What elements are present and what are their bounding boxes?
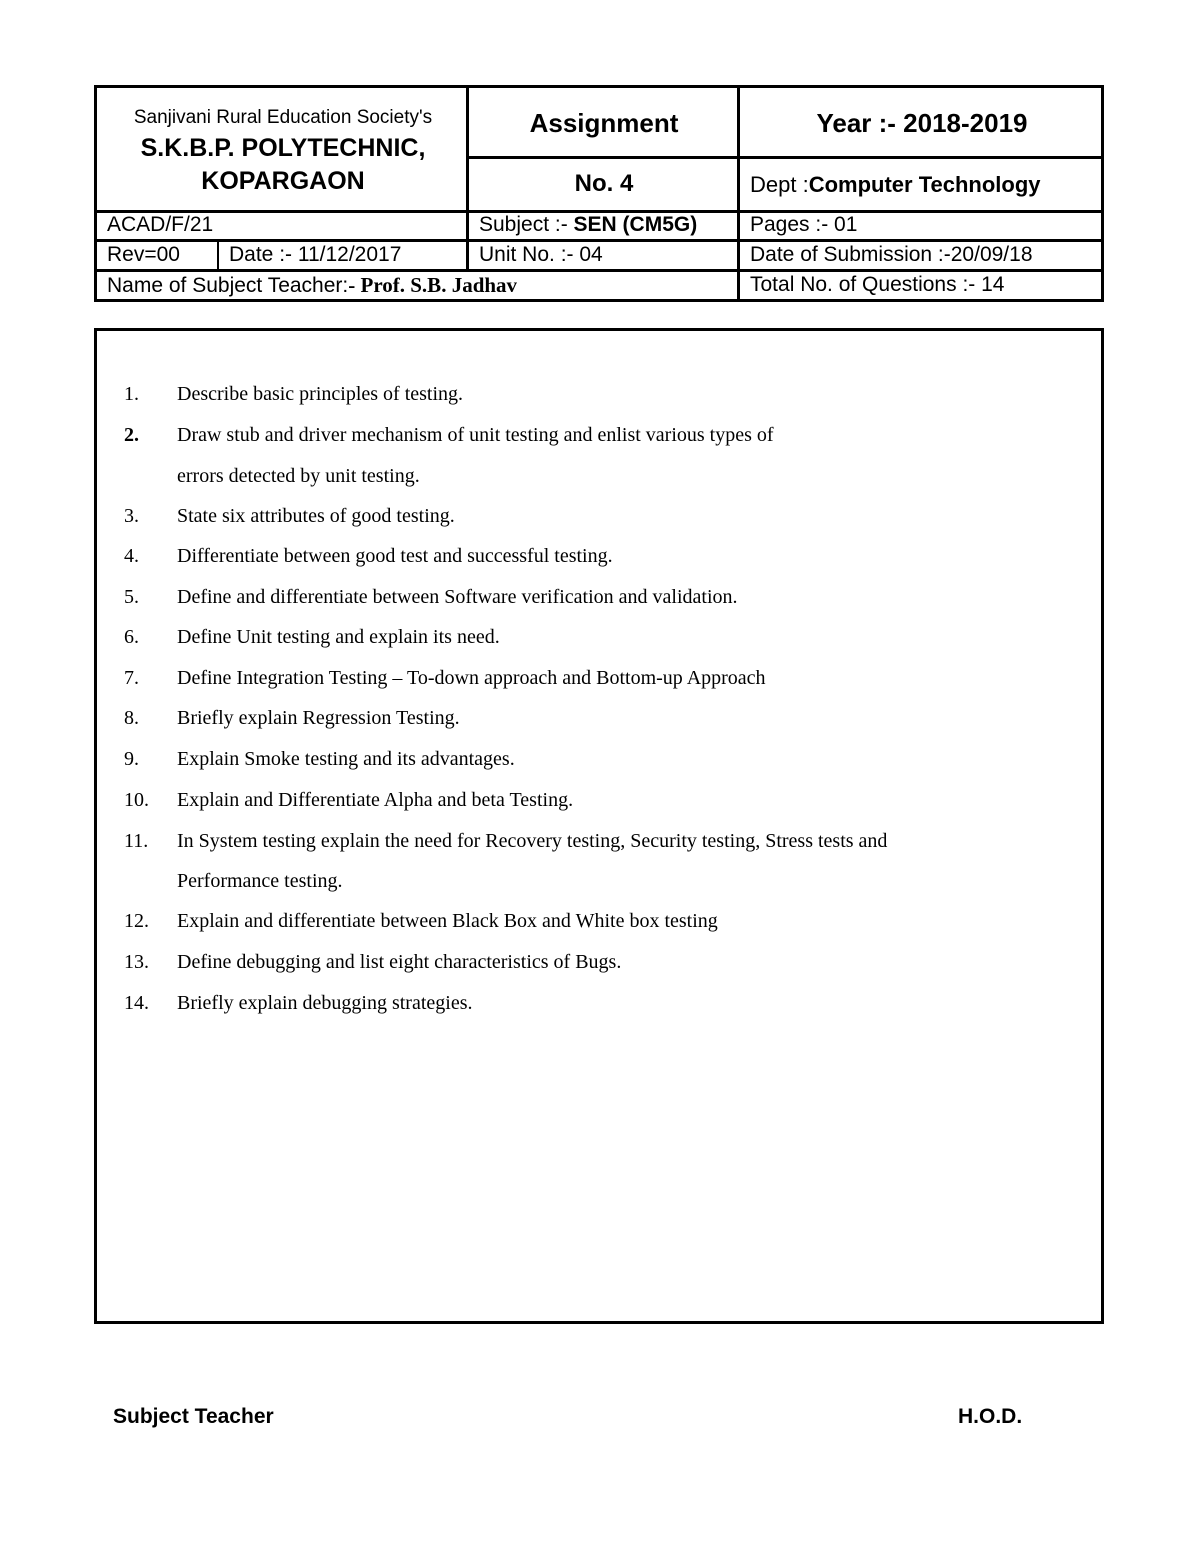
question-text: Describe basic principles of testing. [177,383,464,405]
question-text-continued: errors detected by unit testing. [177,465,420,487]
divider [469,156,1104,159]
form-code: ACAD/F/21 [107,213,214,236]
question-text: Define Integration Testing – To-down approach and Bottom-up Approach [177,667,766,689]
dept-value: Computer Technology [808,172,1041,197]
society-name: Sanjivani Rural Education Society's [133,107,433,128]
question-number: 14. [124,992,149,1014]
revision: Rev=00 [107,243,180,266]
question-text: Briefly explain Regression Testing. [177,707,460,729]
question-text: Differentiate between good test and successful testing. [177,545,613,567]
question-text: Briefly explain debugging strategies. [177,992,473,1014]
question-number: 4. [124,545,139,567]
question-number: 6. [124,626,139,648]
submission-date: Date of Submission :-20/09/18 [750,243,1033,266]
question-text: In System testing explain the need for Recovery testing, Security testing, Stress tests and [177,830,888,852]
assignment-number: No. 4 [574,170,634,197]
unit-number: Unit No. :- 04 [479,243,603,266]
question-number: 2. [124,424,139,446]
pages: Pages :- 01 [750,213,858,236]
institute-line-2: KOPARGAON [201,167,365,195]
question-number: 5. [124,586,139,608]
question-text: Explain Smoke testing and its advantages. [177,748,515,770]
question-number: 8. [124,707,139,729]
question-number: 11. [124,830,149,852]
academic-year: Year :- 2018-2019 [816,108,1028,138]
question-number: 13. [124,951,149,973]
subject-prefix: Subject :- [479,213,574,236]
question-number: 10. [124,789,149,811]
question-text: Define debugging and list eight characteristics of Bugs. [177,951,622,973]
question-text: Define Unit testing and explain its need. [177,626,500,648]
questions-box [94,328,1104,1324]
question-number: 1. [124,383,139,405]
question-text: State six attributes of good testing. [177,505,455,527]
header-table [94,85,1104,302]
institute-line-1: S.K.B.P. POLYTECHNIC, [140,134,426,162]
question-text: Explain and differentiate between Black Box and White box testing [177,910,718,932]
question-text-continued: Performance testing. [177,870,343,892]
question-text: Define and differentiate between Software verification and validation. [177,586,738,608]
institute-name [97,132,469,198]
divider [97,239,1104,242]
hod-signature-label: H.O.D. [958,1405,1023,1428]
date: Date :- 11/12/2017 [229,243,402,266]
question-number: 9. [124,748,139,770]
question-number: 3. [124,505,139,527]
subject-value: SEN (CM5G) [573,213,698,236]
subject-teacher-signature-label: Subject Teacher [113,1405,274,1428]
divider [217,240,219,272]
subject-teacher [107,273,517,298]
subject [479,213,697,237]
teacher-prefix: Name of Subject Teacher: [107,274,349,297]
question-text: Explain and Differentiate Alpha and beta Testing. [177,789,574,811]
teacher-value: - Prof. S.B. Jadhav [348,273,518,297]
department [750,172,1041,198]
question-number: 7. [124,667,139,689]
question-text: Draw stub and driver mechanism of unit testing and enlist various types of [177,424,774,446]
dept-prefix: Dept : [750,172,809,197]
divider [97,269,1104,272]
question-number: 12. [124,910,149,932]
total-questions: Total No. of Questions :- 14 [750,273,1005,296]
assignment-label: Assignment [529,108,679,138]
